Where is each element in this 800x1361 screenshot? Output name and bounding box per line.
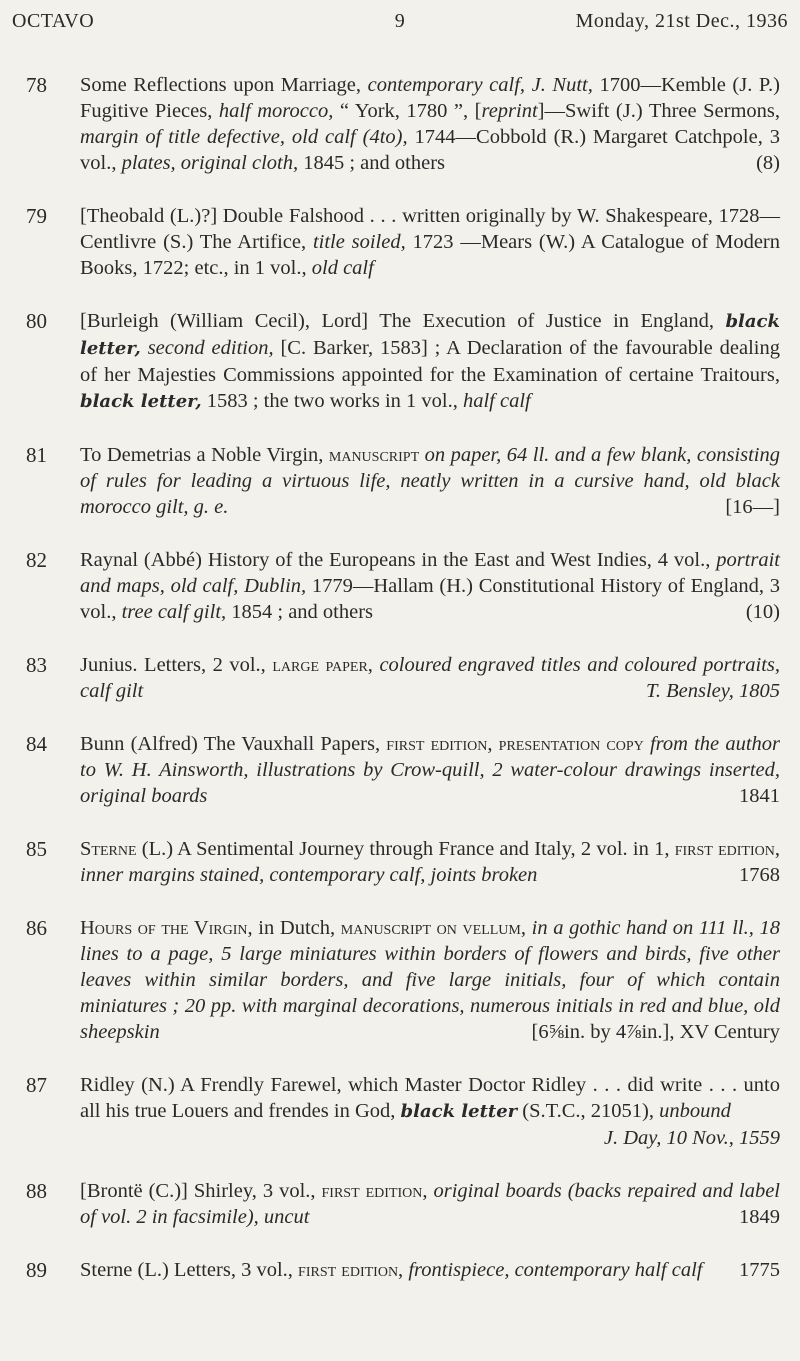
lot-description (80, 442, 780, 520)
lot-text-segment: Ridley (N.) A Frendly Farewel, which Master Doctor Ridley . . . did write . . . unto all his true Louers and frendes in God, (80, 1074, 780, 1122)
lot-text-segment: manuscript (328, 444, 420, 466)
lot-text-segment (141, 337, 148, 359)
lot-text-segment: [Theobald (L.)?] Double Falshood . . . written originally by W. Shakespeare, 1728—Centlivre (S.) The Artifice, (80, 205, 780, 253)
lot-text-segment: unbound (659, 1100, 731, 1122)
lot-text-segment: reprint (481, 100, 538, 122)
lot-description (80, 1072, 780, 1151)
lot-text-segment: “ York, 1780 ”, [ (333, 100, 482, 122)
lot-text-segment: portrait and maps, old calf, Dublin, (80, 549, 780, 597)
lot-text-segment: from the author to W. H. Ainsworth, illustrations by Crow-quill, 2 water-colour drawings inserted, original boards (80, 733, 781, 807)
lot-text-segment: black letter, (80, 311, 780, 359)
lot-date: (8) (756, 152, 780, 174)
lot-description (80, 915, 780, 1045)
lot-text-segment: original boards (backs repaired and label of vol. 2 in facsimile), uncut (80, 1180, 780, 1228)
lot-text-segment: on paper, 64 ll. and a few blank, consisting of rules for leading a virtuous life, neatly written in a cursive hand, old black morocco gilt, g. e. (80, 444, 780, 518)
lot-text-segment: Sterne (80, 838, 137, 860)
lot-text-segment: Bunn (Alfred) The Vauxhall Papers, (80, 733, 387, 755)
lot-text-segment: large paper, (272, 654, 373, 676)
lot-date: 1775 (739, 1259, 780, 1281)
lot-entry (26, 442, 780, 520)
lot-text-segment: first edition, (298, 1259, 404, 1281)
lot-text-segment: title soiled, (312, 231, 406, 253)
lot-text-segment: 1744—Cobbold (R.) Margaret Catchpole, 3 vol., (80, 126, 780, 174)
lot-date: 1841 (739, 785, 780, 807)
lot-number: 88 (26, 1179, 47, 1203)
lot-text-segment: first edition, presentation copy (386, 733, 644, 755)
lot-entry (26, 308, 780, 415)
lot-text-segment: 1583 ; the two works in 1 vol., (201, 390, 463, 412)
lot-text-segment: plates, original cloth, (121, 152, 299, 174)
lot-text-segment: half morocco, (218, 100, 334, 122)
lot-text-segment: 1845 ; and others (298, 152, 446, 174)
lot-text-segment: frontispiece, contemporary half calf (408, 1259, 703, 1281)
lot-text-segment: 1723 —Mears (W.) A Catalogue of Modern Books, 1722; etc., in 1 vol., (80, 231, 781, 279)
lot-entry (26, 72, 780, 176)
lot-date: [16—] (725, 496, 780, 518)
lot-text-segment: black letter, (80, 391, 202, 412)
lot-number: 83 (26, 653, 47, 677)
lot-number: 86 (26, 916, 47, 940)
lot-text-segment: [Brontë (C.)] Shirley, 3 vol., (80, 1180, 322, 1202)
lot-text-segment: Hours of the Virgin, (80, 917, 253, 939)
lot-date: (10) (745, 601, 780, 623)
lot-text-segment: first edition, (674, 838, 780, 860)
lot-text-segment: 1854 ; and others (226, 601, 374, 623)
lot-text-segment: second edition, (147, 337, 274, 359)
lot-entry (26, 1178, 780, 1230)
lot-date: J. Day, 10 Nov., 1559 (603, 1127, 780, 1149)
lot-text-segment: 1779—Hallam (H.) Constitutional History of England, 3 vol., (80, 575, 780, 623)
lot-description (80, 1257, 780, 1283)
page-number: 9 (394, 10, 406, 32)
lot-text-segment: contemporary calf, J. Nutt, (367, 74, 593, 96)
lot-text-segment: first edition, (321, 1180, 428, 1202)
lot-text-segment: margin of title defective, old calf (4to), (80, 126, 408, 148)
lot-text-segment: 1700—Kemble (J. P.) Fugitive Pieces, (80, 74, 781, 122)
lot-entry (26, 652, 780, 704)
running-head (12, 10, 788, 33)
lot-text-segment: tree calf gilt, (121, 601, 227, 623)
lot-text-segment: Some Reflections upon Marriage, (80, 74, 368, 96)
lot-description (80, 652, 780, 704)
lot-number: 84 (26, 732, 47, 756)
lot-text-segment: inner margins stained, contemporary calf, joints broken (80, 864, 538, 886)
lot-number: 79 (26, 204, 47, 228)
lot-text-segment: black letter (400, 1101, 518, 1122)
lot-number: 85 (26, 837, 47, 861)
lot-text-segment: in Dutch, (252, 917, 341, 939)
lot-text-segment: old calf (311, 257, 374, 279)
lot-description (80, 1178, 780, 1230)
lot-text-segment: ]—Swift (J.) Three Sermons, (537, 100, 780, 122)
lot-text-segment: manuscript on vellum, (340, 917, 526, 939)
lot-number: 78 (26, 73, 47, 97)
lot-entry (26, 547, 780, 625)
lot-list (26, 72, 780, 1283)
lot-date: [6⅝in. by 4⅞in.], XV Century (531, 1021, 780, 1043)
lot-text-segment: To Demetrias a Noble Virgin, (80, 444, 329, 466)
lot-text-segment: (L.) A Sentimental Journey through France and Italy, 2 vol. in 1, (136, 838, 675, 860)
lot-entry (26, 1072, 780, 1151)
lot-description (80, 731, 780, 809)
lot-number: 89 (26, 1258, 47, 1282)
lot-text-segment: Sterne (L.) Letters, 3 vol., (80, 1259, 299, 1281)
lot-entry (26, 915, 780, 1045)
lot-text-segment: Raynal (Abbé) History of the Europeans in the East and West Indies, 4 vol., (80, 549, 717, 571)
lot-number: 81 (26, 443, 47, 467)
lot-date: 1849 (739, 1206, 780, 1228)
lot-description (80, 308, 780, 415)
lot-entry (26, 731, 780, 809)
lot-description (80, 72, 780, 176)
lot-text-segment: in a gothic hand on 111 ll., 18 lines to a page, 5 large miniatures within borders of flowers and birds, five other leaves within similar borders, and five large initials, four of which contain miniatures ; 20 pp. with marginal decorations, numerous initials in red and blue, old sheepskin (80, 917, 780, 1043)
lot-text-segment: [Burleigh (William Cecil), Lord] The Execution of Justice in England, (80, 310, 726, 332)
lot-number: 87 (26, 1073, 47, 1097)
lot-text-segment: half calf (462, 390, 531, 412)
lot-text-segment: [C. Barker, 1583] ; A Declaration of the favourable dealing of her Majesties Commissions appointed for the Examination of certaine Traitours, (80, 337, 780, 386)
sale-date: Monday, 21st Dec., 1936 (575, 10, 788, 32)
lot-date: T. Bensley, 1805 (646, 680, 780, 702)
lot-description (80, 547, 780, 625)
lot-description (80, 836, 780, 888)
header-format: OCTAVO (12, 10, 95, 32)
lot-entry (26, 836, 780, 888)
lot-date: 1768 (739, 864, 780, 886)
lot-text-segment: (S.T.C., 21051), (517, 1100, 660, 1122)
lot-number: 82 (26, 548, 47, 572)
lot-number: 80 (26, 309, 47, 333)
lot-entry (26, 1257, 780, 1283)
lot-text-segment: coloured engraved titles and coloured portraits, calf gilt (80, 654, 781, 702)
lot-description (80, 203, 780, 281)
lot-text-segment: Junius. Letters, 2 vol., (80, 654, 273, 676)
lot-entry (26, 203, 780, 281)
